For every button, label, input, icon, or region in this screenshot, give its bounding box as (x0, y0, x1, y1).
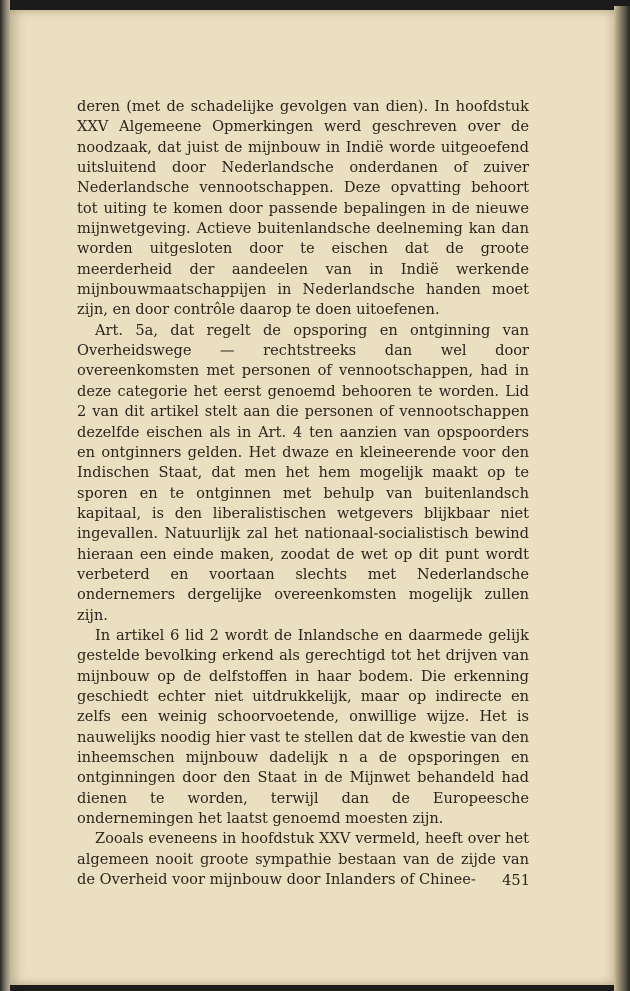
paragraph-2: Art. 5a, dat regelt de opsporing en ontginning van Overheidswege — rechtstreeks dan wel door overeenkomsten met personen of vennootschappen, had in deze categorie het eerst genoemd behooren te worden. Lid 2 van dit artikel stelt aan die personen of vennootschappen dezelfde eischen als in Art. 4 ten aanzien van opspoorders en ontginners gelden. Het dwaze en kleineerende voor den Indischen Staat, dat men het hem mogelijk maakt op te sporen en te ontginnen met behulp van buitenlandsch kapitaal, is den liberalistischen wetgevers blijkbaar niet ingevallen. Natuurlijk zal het nationaal-socialistisch bewind hieraan een einde maken, zoodat de wet op dit punt wordt verbeterd en voortaan slechts met Nederlandsche ondernemers dergelijke overeenkomsten mogelijk zullen zijn. (77, 321, 529, 624)
paragraph-4: Zooals eveneens in hoofdstuk XXV vermeld, heeft over het algemeen nooit groote sympathie bestaan van de zijde van de Overheid voor mijnbouw door Inlanders of Chinee- (77, 830, 529, 889)
page-edge-shadow (614, 6, 630, 991)
page-number: 451 (502, 872, 530, 889)
body-text (77, 97, 529, 890)
book-binding-edge (0, 0, 10, 991)
paragraph-3: In artikel 6 lid 2 wordt de Inlandsche en daarmede gelijk gestelde bevolking erkend als gerechtigd tot het drijven van mijnbouw op de delfstoffen in haar bodem. Die erkenning geschiedt echter niet uitdrukkelijk, maar op indirecte en zelfs een weinig schoorvoetende, onwillige wijze. Het is nauwelijks noodig hier vast te stellen dat de kwestie van den inheemschen mijnbouw dadelijk n a de opsporingen en ontginningen door den Staat in de Mijnwet behandeld had dienen te worden, terwijl dan de Europeesche ondernemingen het laatst genoemd moesten zijn. (77, 626, 529, 828)
paragraph-1: deren (met de schadelijke gevolgen van dien). In hoofdstuk XXV Algemeene Opmerkingen werd geschreven over de noodzaak, dat juist de mijnbouw in Indië worde uitgeoefend uitsluitend door Nederlandsche onderdanen of zuiver Nederlandsche vennootschappen. Deze opvatting behoort tot uiting te komen door passende bepalingen in de nieuwe mijnwetgeving. Actieve buitenlandsche deelneming kan dan worden uitgesloten door te eischen dat de groote meerderheid der aandeelen van in Indië werkende mijnbouwmaatschappijen in Nederlandsche handen moet zijn, en door contrôle daarop te doen uitoefenen. (77, 98, 529, 319)
